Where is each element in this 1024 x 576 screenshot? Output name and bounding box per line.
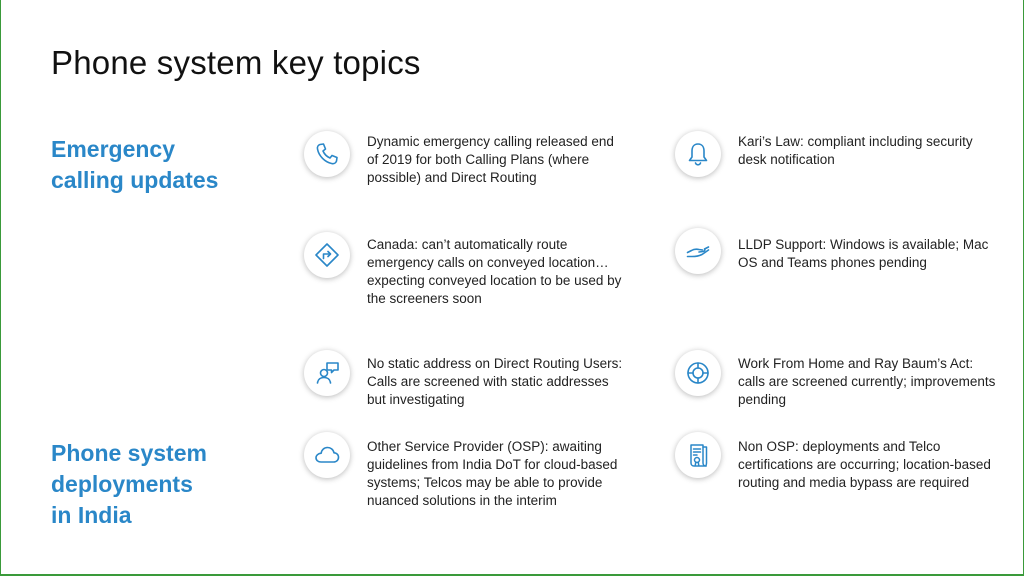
slide-title: Phone system key topics — [51, 44, 421, 81]
topic-no-static-address: No static address on Direct Routing Users: Calls are screened with static addresses but investigating — [367, 356, 623, 407]
topic-non-osp: Non OSP: deployments and Telco certifications are occurring; location-based routing and media bypass are required — [738, 439, 991, 490]
topic-work-from-home: Work From Home and Ray Baum’s Act: calls are screened currently; improvements pending — [738, 356, 996, 407]
hand-icon — [675, 228, 721, 274]
phone-icon — [304, 131, 350, 177]
user-chat-icon — [304, 350, 350, 396]
cloud-icon — [304, 432, 350, 478]
certificate-icon — [675, 432, 721, 478]
topic-lldp-support: LLDP Support: Windows is available; Mac OS and Teams phones pending — [738, 237, 989, 270]
section-heading-emergency: Emergency calling updates — [51, 136, 219, 193]
topic-karis-law: Kari’s Law: compliant including security desk notification — [738, 134, 973, 167]
topic-dynamic-emergency-calling: Dynamic emergency calling released end of 2019 for both Calling Plans (where possible) and Direct Routing — [367, 134, 614, 185]
topic-osp: Other Service Provider (OSP): awaiting guidelines from India DoT for cloud-based systems; Telcos may be able to provide nuanced solutions in the interim — [367, 439, 618, 508]
route-sign-icon — [304, 232, 350, 278]
section-heading-india: Phone system deployments in India — [51, 440, 207, 528]
topic-canada-routing: Canada: can’t automatically route emergency calls on conveyed location… expecting conveyed location to be used by the screeners soon — [367, 237, 622, 306]
bell-icon — [675, 131, 721, 177]
lifebuoy-icon — [675, 350, 721, 396]
